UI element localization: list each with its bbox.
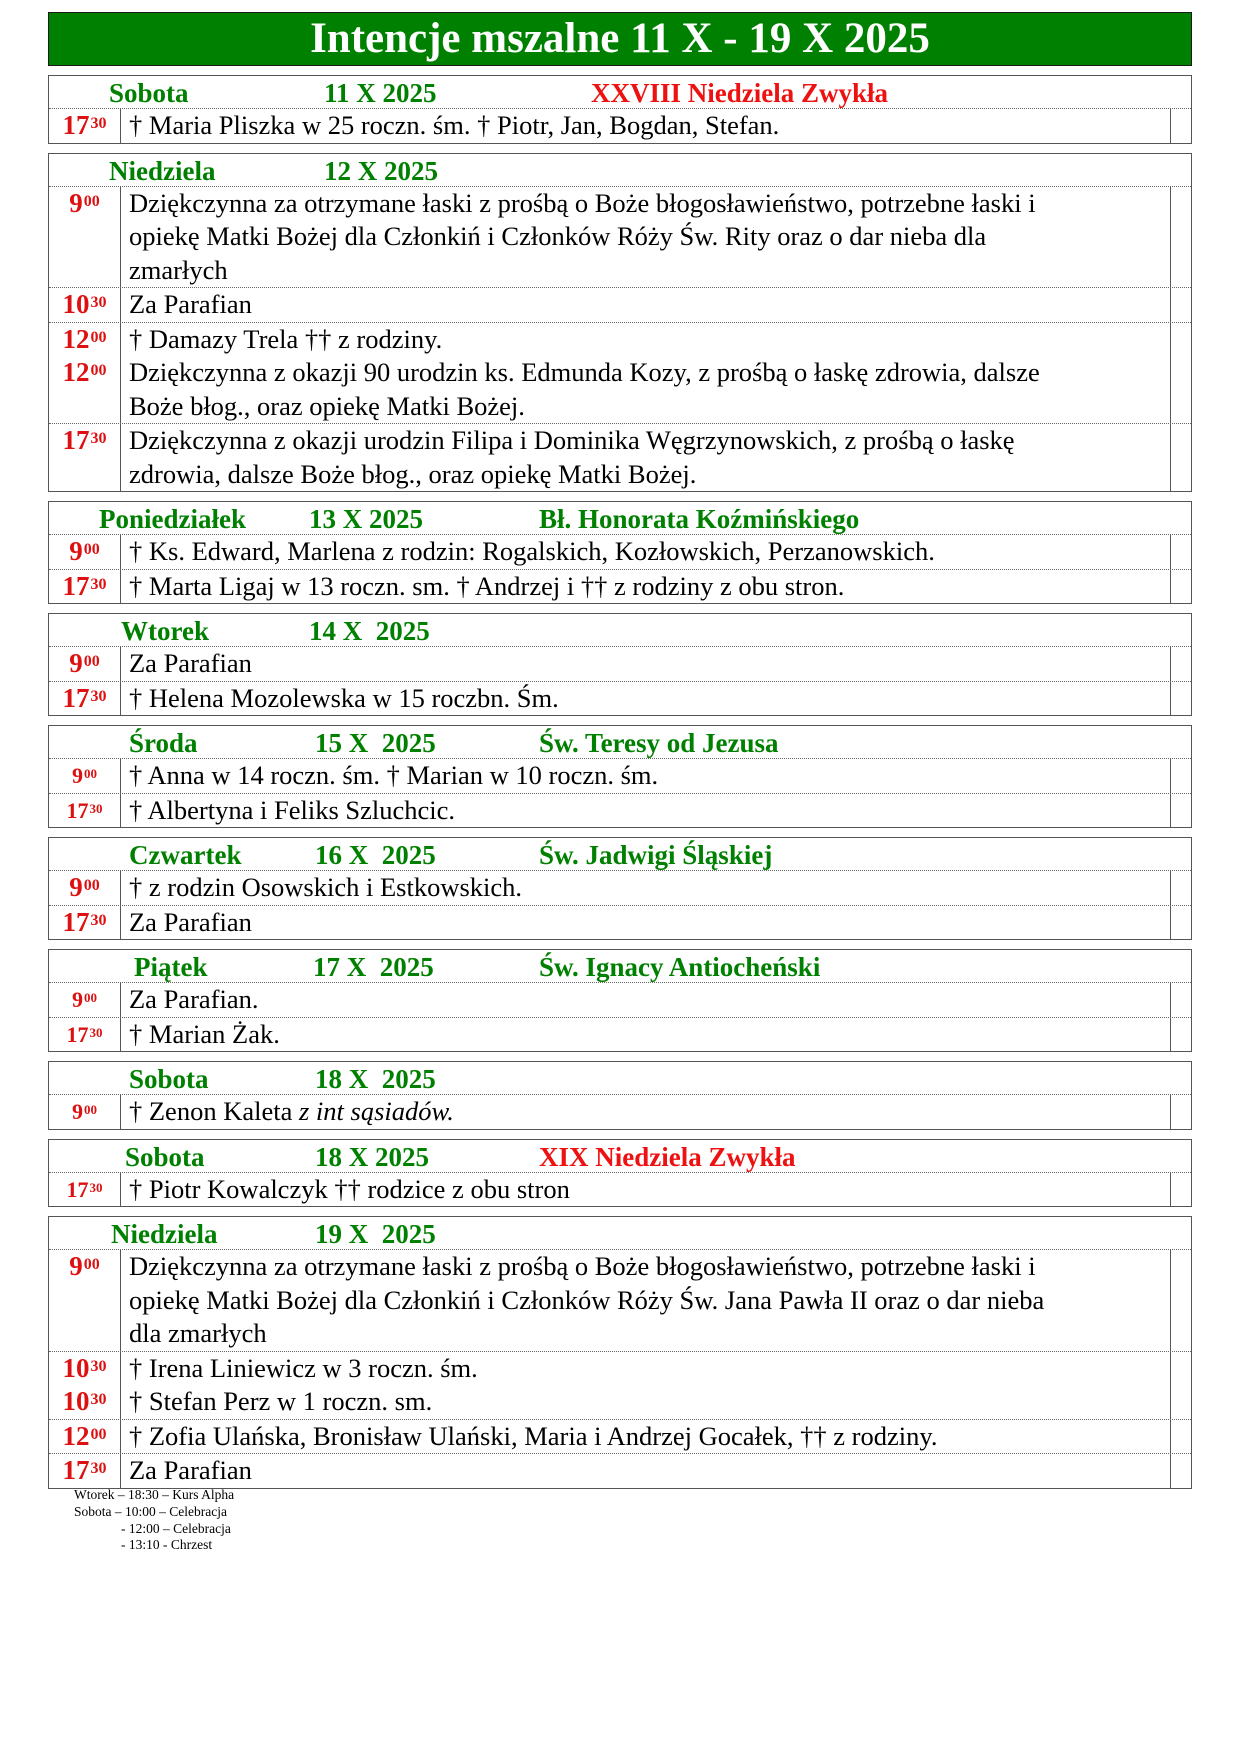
time-value: $10^{30}$ (62, 1385, 107, 1416)
time-value: $17^{30}$ (66, 1021, 103, 1047)
day-name: Sobota (109, 78, 189, 108)
time-value: $17^{30}$ (62, 906, 107, 937)
mass-time (49, 983, 121, 1017)
intention-line: Dziękczynna z okazji urodzin Filipa i Dominika Węgrzynowskich, z prośbą o łaskę (129, 425, 1015, 455)
notes (74, 1487, 234, 1554)
intention-line: † Ks. Edward, Marlena z rodzin: Rogalskich, Kozłowskich, Perzanowskich. (129, 536, 935, 566)
time-value: $9^{00}$ (69, 872, 100, 902)
intention-text (121, 288, 1171, 322)
day-date: 14 X 2025 (309, 616, 430, 646)
intention-line: † Zofia Ulańska, Bronisław Ulański, Maria i Andrzej Gocałek, †† z rodziny. (129, 1420, 938, 1451)
intention-line: Za Parafian (129, 906, 252, 937)
day-date: 11 X 2025 (324, 78, 437, 108)
time-value: $9^{00}$ (69, 648, 100, 678)
mass-entry (49, 906, 1191, 940)
day-name: Wtorek (121, 616, 209, 646)
mass-entry (49, 187, 1191, 289)
intention-line: Za Parafian. (129, 984, 259, 1014)
day-name: Niedziela (111, 1219, 218, 1249)
mass-time (49, 647, 121, 681)
intention-line: Za Parafian (129, 1455, 252, 1485)
intention-line: Za Parafian (129, 289, 252, 319)
day-date: 13 X 2025 (309, 504, 423, 534)
intention-text (121, 682, 1171, 716)
time-value: $17^{30}$ (62, 425, 107, 455)
day-name: Piątek (134, 952, 208, 982)
intention-line: † Stefan Perz w 1 roczn. sm. (129, 1386, 433, 1416)
intention-line: † Anna w 14 roczn. śm. † Marian w 10 roczn. śm. (129, 760, 659, 790)
intention-line: Dziękczynna za otrzymane łaski z prośbą o Boże błogosławieństwo, potrzebne łaski i (129, 1251, 1036, 1281)
feast-name: Bł. Honorata Koźmińskiego (539, 504, 860, 534)
intention-text (121, 1352, 1171, 1419)
intention-text (121, 323, 1171, 424)
intention-text (121, 187, 1171, 288)
day-block (48, 725, 1192, 828)
feast-name: Św. Ignacy Antiocheński (539, 952, 821, 982)
mass-entry (49, 535, 1191, 570)
intention-line: † Maria Pliszka w 25 roczn. śm. † Piotr, Jan, Bogdan, Stefan. (129, 110, 780, 140)
intention-text (121, 535, 1171, 569)
time-value: $10^{30}$ (62, 1352, 107, 1383)
day-block (48, 1139, 1192, 1208)
mass-time (49, 906, 121, 940)
intention-line: dla zmarłych (129, 1318, 267, 1348)
intention-text (121, 1018, 1171, 1052)
mass-entry (49, 109, 1191, 143)
mass-entry (49, 323, 1191, 425)
intention-text (121, 424, 1171, 491)
intention-text (121, 109, 1171, 143)
day-name: Środa (129, 728, 198, 758)
time-value: $12^{00}$ (62, 1420, 107, 1451)
intention-line: † Marta Ligaj w 13 roczn. sm. † Andrzej i †† z rodziny z obu stron. (129, 570, 845, 601)
day-name: Poniedziałek (99, 504, 246, 534)
mass-entry (49, 1352, 1191, 1420)
mass-entry (49, 983, 1191, 1018)
mass-time (49, 1352, 121, 1419)
day-name: Czwartek (129, 840, 242, 870)
mass-time (49, 323, 121, 424)
day-block (48, 1216, 1192, 1489)
mass-entry (49, 1018, 1191, 1052)
time-value: $9^{00}$ (69, 1251, 100, 1281)
mass-time (49, 288, 121, 322)
time-value: $17^{30}$ (62, 570, 107, 601)
mass-time (49, 794, 121, 828)
intention-line: † Marian Żak. (129, 1018, 280, 1049)
intention-line: zmarłych (129, 254, 228, 285)
mass-time (49, 1420, 121, 1454)
mass-time (49, 1454, 121, 1488)
intention-line: zdrowia, dalsze Boże błog., oraz opiekę Matki Bożej. (129, 458, 697, 489)
mass-time (49, 871, 121, 905)
feast-name: Św. Teresy od Jezusa (539, 728, 779, 758)
mass-time (49, 1250, 121, 1351)
mass-time (49, 1173, 121, 1207)
mass-entry (49, 759, 1191, 794)
time-value: $17^{30}$ (66, 1176, 103, 1202)
mass-entry (49, 570, 1191, 604)
time-value: $9^{00}$ (72, 1099, 97, 1124)
intention-line: † Helena Mozolewska w 15 roczbn. Śm. (129, 682, 559, 713)
mass-entry (49, 1173, 1191, 1207)
intention-text (121, 794, 1171, 828)
day-date: 18 X 2025 (315, 1064, 436, 1094)
mass-time (49, 535, 121, 569)
intention-line: † Zenon Kaleta z int sąsiadów. (129, 1096, 454, 1126)
mass-time (49, 1018, 121, 1052)
day-header (49, 1217, 1191, 1250)
day-block (48, 949, 1192, 1052)
mass-entry (49, 1454, 1191, 1488)
time-value: $17^{30}$ (62, 110, 107, 140)
day-header (49, 614, 1191, 647)
mass-entry (49, 1420, 1191, 1455)
note-line: Wtorek – 18:30 – Kurs Alpha (74, 1487, 235, 1502)
intention-text (121, 1250, 1171, 1351)
mass-entry (49, 794, 1191, 828)
intention-line: † z rodzin Osowskich i Estkowskich. (129, 872, 523, 902)
intention-text (121, 1420, 1171, 1454)
mass-entry (49, 1250, 1191, 1352)
mass-entry (49, 871, 1191, 906)
day-date: 12 X 2025 (324, 155, 438, 186)
intention-line: † Piotr Kowalczyk †† rodzice z obu stron (129, 1173, 570, 1204)
day-date: 18 X 2025 (315, 1141, 429, 1172)
day-block (48, 1061, 1192, 1130)
intention-line: Dziękczynna z okazji 90 urodzin ks. Edmunda Kozy, z prośbą o łaskę zdrowia, dalsze (129, 357, 1040, 387)
note-line: - 13:10 - Chrzest (121, 1537, 213, 1553)
mass-time (49, 187, 121, 288)
mass-entry (49, 424, 1191, 491)
day-date: 15 X 2025 (315, 728, 436, 758)
day-name: Niedziela (109, 155, 216, 186)
mass-entry (49, 288, 1191, 323)
intention-text (121, 1173, 1171, 1207)
day-block (48, 153, 1192, 493)
feast-name: Św. Jadwigi Śląskiej (539, 840, 773, 870)
mass-time (49, 682, 121, 716)
feast-name: XXVIII Niedziela Zwykła (591, 78, 889, 108)
day-header (49, 1062, 1191, 1095)
intention-text (121, 871, 1171, 905)
time-value: $9^{00}$ (72, 987, 97, 1012)
mass-time (49, 759, 121, 793)
intention-line: † Albertyna i Feliks Szluchcic. (129, 794, 456, 825)
day-block (48, 837, 1192, 940)
schedule (48, 75, 1192, 1498)
note-line: - 12:00 – Celebracja (121, 1520, 231, 1536)
day-date: 16 X 2025 (315, 840, 436, 870)
day-block (48, 613, 1192, 716)
day-header (49, 1140, 1191, 1173)
mass-time (49, 1095, 121, 1129)
intention-line: opiekę Matki Bożej dla Członkiń i Członków Róży Św. Rity oraz o dar nieba dla (129, 221, 987, 251)
day-header (49, 726, 1191, 759)
intention-line: Boże błog., oraz opiekę Matki Bożej. (129, 390, 525, 421)
mass-time (49, 570, 121, 604)
mass-time (49, 109, 121, 143)
day-header (49, 950, 1191, 983)
day-block (48, 75, 1192, 144)
time-value: $10^{30}$ (62, 289, 107, 319)
day-name: Sobota (125, 1141, 205, 1172)
intention-text (121, 647, 1171, 681)
time-value: $12^{00}$ (62, 356, 107, 387)
day-block (48, 501, 1192, 604)
intention-text (121, 1454, 1171, 1488)
feast-name: XIX Niedziela Zwykła (539, 1141, 796, 1172)
intention-line: † Irena Liniewicz w 3 roczn. śm. (129, 1352, 478, 1383)
intention-text (121, 570, 1171, 604)
intention-text (121, 1095, 1171, 1129)
mass-entry (49, 647, 1191, 682)
intention-text (121, 759, 1171, 793)
note-line: Sobota – 10:00 – Celebracja (74, 1503, 227, 1519)
day-header (49, 838, 1191, 871)
intention-line: † Damazy Trela †† z rodziny. (129, 323, 443, 354)
day-name: Sobota (129, 1064, 209, 1094)
mass-time (49, 424, 121, 491)
intention-text (121, 983, 1171, 1017)
mass-entry (49, 1095, 1191, 1129)
time-value: $17^{30}$ (62, 1455, 107, 1485)
page-title: Intencje mszalne 11 X - 19 X 2025 (48, 12, 1192, 66)
time-value: $12^{00}$ (62, 323, 107, 354)
time-value: $17^{30}$ (66, 797, 103, 823)
day-header (49, 154, 1191, 187)
intention-italic: z int sąsiadów. (298, 1096, 454, 1126)
day-date: 19 X 2025 (315, 1219, 436, 1249)
time-value: $17^{30}$ (62, 682, 107, 713)
day-header (49, 76, 1191, 109)
intention-line: opiekę Matki Bożej dla Członkiń i Członków Róży Św. Jana Pawła II oraz o dar nieba (129, 1284, 1045, 1315)
time-value: $9^{00}$ (69, 536, 100, 566)
mass-entry (49, 682, 1191, 716)
intention-line: Dziękczynna za otrzymane łaski z prośbą o Boże błogosławieństwo, potrzebne łaski i (129, 187, 1036, 218)
day-header (49, 502, 1191, 535)
time-value: $9^{00}$ (72, 763, 97, 788)
day-date: 17 X 2025 (313, 952, 434, 982)
intention-line: Za Parafian (129, 648, 252, 678)
intention-text (121, 906, 1171, 940)
time-value: $9^{00}$ (69, 187, 100, 218)
